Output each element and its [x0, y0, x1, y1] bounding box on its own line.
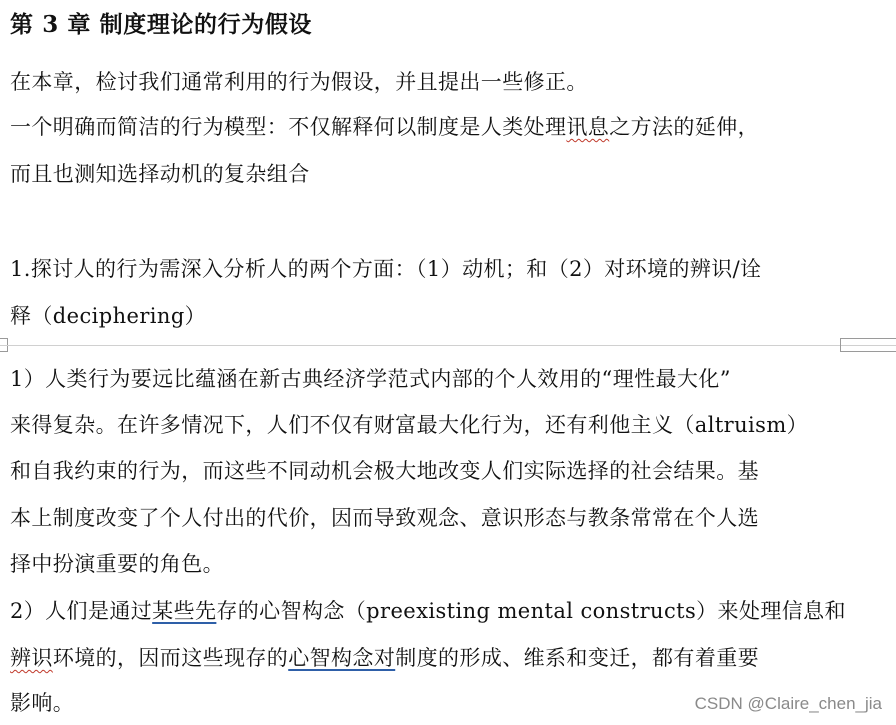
- para1-line-1: 1）人类行为要远比蕴涵在新古典经济学范式内部的个人效用的“理性最大化”: [10, 367, 731, 391]
- para1-line-4: 本上制度改变了个人付出的代价，因而导致观念、意识形态与教条常常在个人选: [10, 506, 759, 530]
- point1-line-2: 释（deciphering）: [10, 304, 207, 328]
- para2-line-2: [10, 643, 759, 673]
- intro-line-2-part-a: 一个明确而简洁的行为模型：不仅解释何以制度是人类处理: [10, 115, 567, 139]
- grammar-flag-2: 心智构念对: [288, 646, 396, 670]
- para1-line-3: 和自我约束的行为，而这些不同动机会极大地改变人们实际选择的社会结果。基: [10, 459, 759, 483]
- intro-line-2: [10, 112, 759, 142]
- para1-line-5: 择中扮演重要的角色。: [10, 552, 224, 576]
- intro-line-1: 在本章，检讨我们通常利用的行为假设，并且提出一些修正。: [10, 70, 588, 94]
- para1-line-2: 来得复杂。在许多情况下，人们不仅有财富最大化行为，还有利他主义（altruism）: [10, 413, 809, 437]
- page-margin-marker-right: [840, 338, 896, 352]
- spellcheck-word-1: 讯息: [566, 115, 610, 139]
- spellcheck-word-2: 辨识: [10, 646, 53, 670]
- page-break-line: [0, 345, 896, 346]
- intro-line-3: 而且也测知选择动机的复杂组合: [10, 162, 310, 186]
- para2-line-2-part-b: 制度的形成、维系和变迁，都有着重要: [395, 646, 760, 670]
- para2-line-2-part-a: 环境的，因而这些现存的: [52, 646, 289, 670]
- para2-line-1-part-a: 2）人们是通过: [10, 599, 153, 623]
- point1-line-1: 1.探讨人的行为需深入分析人的两个方面：（1）动机；和（2）对环境的辨识/诠: [10, 257, 762, 281]
- intro-line-2-part-b: 之方法的延伸，: [609, 115, 760, 139]
- chapter-title: 第 3 章 制度理论的行为假设: [10, 11, 313, 38]
- para2-line-1: [10, 596, 846, 626]
- para2-line-1-part-b: 存的心智构念（preexisting mental constructs）来处理信息和: [216, 599, 846, 623]
- csdn-watermark: CSDN @Claire_chen_jia: [694, 694, 882, 713]
- para2-line-3: 影响。: [10, 691, 75, 715]
- grammar-flag-1: 某些先: [152, 599, 217, 623]
